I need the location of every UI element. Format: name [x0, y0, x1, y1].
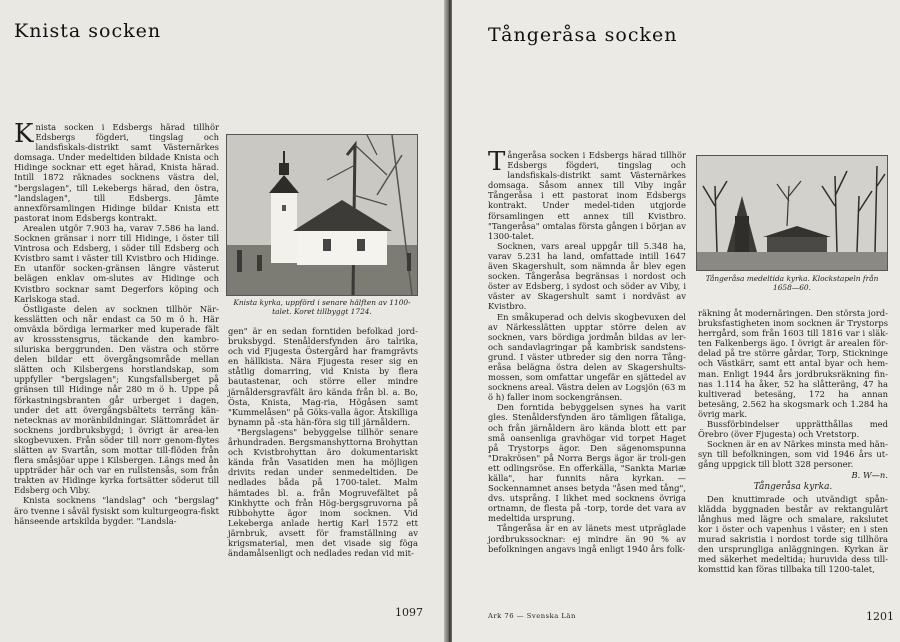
intro-paragraph: Tångeråsa socken i Edsbergs härad tillhör Edsbergs fögderi, tingslag och landsfiskals-distrikt samt Västernärkes domsaga. Såsom annex till Viby ingår Tångeråsa i ett pastorat inom Edsbergs kontrakt. Under medel-tiden utgjorde församlingen ett annex till Kvistbro. "Tangeråsa" omtalas första gången i början av 1300-talet.: [488, 147, 686, 241]
paragraph: Östligaste delen av socknen tillhör När-kesslätten och når endast ca 50 m ö h. Här omväxla bördiga lermarker med kuperade fält av krossstensgrus, täckande den kambro-siluriska berggrunden. Den västra och större delen bildar ett övergångsområde mellan slätten och Kilsbergens horstlandskap, som uppfyller "bergslagen"; Kungsfallsberget på gränsen till Hidinge når 280 m ö h. Uppe på förkastningsbranten går urberget i dagen, under det att övergångsbältets terräng kän-netecknas av moränbildningar. Slättområdet är socknens jordbruksbygd; i övrigt är area-len skogbevuxen. Från söder till norr genom-flytes slätten av Svartån, som mottar till-flöden från flera småsjöar uppe i Kilsbergen. Längs med ån uppträder här och var en rullstensås, som från trakten av Hidinge kyrka fortsätter söderut till Edsberg och Viby.: [14, 303, 219, 496]
page-title: Knista socken: [14, 20, 162, 42]
paragraph: Arealen utgör 7.903 ha, varav 7.586 ha land. Socknen gränsar i norr till Hidinge, i öster till Vintrosa och Edsberg, i söder till Edsberg och Kvistbro samt i väster till Kvistbro och Hidinge. En utanför socken-gränsen längre västerut belägen enklav om-slutes av Hidinge och Kvistbro socknar samt Degerfors köping och Karlskoga stad.: [14, 222, 219, 304]
left-column-1: [14, 119, 219, 526]
paragraph: Bussförbindelser upprätthållas med Örebro (över Fjugesta) och Vretstorp.: [698, 419, 888, 440]
knista-church-photo: [226, 134, 418, 296]
right-column-2: [698, 308, 888, 574]
church-illustration: [227, 135, 417, 295]
drop-cap: T: [488, 147, 506, 177]
right-page: [452, 0, 900, 642]
intro-paragraph: Knista socken i Edsbergs härad tillhör Edsbergs fögderi, tingslag och landsfiskals-distrikt samt Västernärkes domsaga. Under medeltiden bildade Knista och Hidinge socknar ett eget härad, Knista härad. Intill 1872 räknades socknens västra del, "bergslagen", till Lekebergs härad, den östra, "landslagen", till Edsbergs. Jämte annexförsamlingen Hidinge bildar Knista ett pastorat inom Edsbergs kontrakt.: [14, 119, 219, 223]
section-subheading: Tångeråsa kyrka.: [753, 481, 833, 492]
right-column-1: [488, 147, 686, 554]
author-signature: B. W—n.: [851, 469, 888, 480]
paragraph: Socknen, vars areal uppgår till 5.348 ha, varav 5.231 ha land, omfattade intill 1647 även Skagershult, som nämnda år blev egen socken. Tångeråsa begränsas i nordost och öster av Edsberg, i sydost och söder av Viby, i väster av Skagershult samt i nordväst av Kvistbro.: [488, 240, 686, 312]
photo-caption: Tångeråsa medeltida kyrka. Klockstapeln från 1658—60.: [705, 274, 879, 292]
tangerasa-church-photo: [696, 155, 888, 271]
paragraph: Den knuttimrade och utvändigt spån-klädda byggnaden består av rektangulärt långhus med lägre och smalare, rakslutet kor i öster och vapenhus i väster; en i sten murad sakristia i nordost torde sig tillhöra den ursprungliga anläggningen. Kyrkan är med säkerhet medeltida; huruvida dess till-komsttid kan föras tillbaka till 1200-talet,: [698, 493, 888, 575]
paragraph: Tångeråsa är en av länets mest utpräglade jordbrukssocknar: ej mindre än 90 % av befolkningen angavs ingå enligt 1940 års folk-: [488, 523, 686, 554]
paragraph: räkning åt modernäringen. Den största jord-bruksfastigheten inom socknen är Trystorps herrgård, som från 1603 till 1816 var i släk-ten Falkenbergs ägo. I övrigt är arealen för-delad på tre större gårdar, Torp, Stickninge och Västkärr, samt ett antal byar och hem-man. Enligt 1944 års jordbruksräkning fin-nas 1.114 ha åker, 52 ha slåtteräng, 47 ha kultiverad betesäng, 172 ha annan betesäng, 2.562 ha skogsmark och 1.284 ha övrig mark.: [698, 308, 888, 419]
page-number: 1097: [395, 606, 423, 619]
photo-caption: Knista kyrka, uppförd i senare hälften av 1100-talet. Koret tillbyggt 1724.: [233, 298, 411, 316]
paragraph: "Bergslagens" bebyggelse tillhör senare århundraden. Bergsmanshyttorna Brohyttan och Kvistbrohyttan äro dokumentariskt kända från Vasatiden men ha möjligen drivits redan under senmedeltiden. De nedlades båda på 1700-talet. Malm hämtades bl. a. från Mogruvefältet på Kinkhytte och från Hög-bergsgruvorna på Ribbohytte ägor inom socknen. Vid Lekeberga anlade hertig Karl 1572 ett järnbruk, avsett för framställning av krigsmaterial, men det visade sig föga ändamålsenligt och nedlades redan vid mit-: [228, 426, 418, 559]
church-illustration: [697, 156, 887, 270]
paragraph: Socknen är en av Närkes minsta med hän-syn till befolkningen, som vid 1946 års ut-gång uppgick till blott 328 personer.: [698, 439, 888, 470]
paragraph: Knista socknens "landslag" och "bergslag" äro tvenne i såväl fysiskt som kulturgeogra-fiskt hänseende artskilda bygder. "Landsla-: [14, 495, 219, 526]
left-page: [0, 0, 447, 642]
left-column-2: [228, 326, 418, 558]
page-title: Tångeråsa socken: [488, 24, 678, 46]
paragraph: En småkuperad och delvis skogbevuxen del av Närkesslätten upptar större delen av socknen, vars bördiga jordmån bildas av ler-och sandavlagringar på kambrisk sandstens-grund. I väster utbreder sig den norra Tång-eråsa belägna östra delen av Skagershults-mossen, som omfattar ungefär en sjättedel av socknens areal. Västra delen av Logsjön (63 m ö h) faller inom sockengränsen.: [488, 311, 686, 403]
paragraph: gen" är en sedan forntiden befolkad jord-bruksbygd. Stenåldersfynden äro talrika, och vid Fjugesta Östergård har framgrävts en hällkista. Nära Fjugesta reser sig en ståtlig domarring, vid Knista by flera bautastenar, och större eller mindre järnåldersgravfält äro kända från bl. a. Bo, Östa, Knista, Mag-ria, Högåsen samt "Kummelåsen" på Göks-valla ägor. Åtskilliga bynamn på -sta hän-föra sig till järnåldern.: [228, 326, 418, 427]
page-footer: Ark 76 — Svenska Län: [488, 612, 576, 620]
paragraph: Den forntida bebyggelsen synes ha varit gles. Stenåldersfynden äro tämligen fåtaliga, och från järnåldern äro kända blott ett par små oansenliga gravhögar vid torpet Haget på Trystorps ägor. Den sägenomspunna "Drakrösen" på Norra Bergs ägor är troli-gen ett odlingsröse. En offerkälla, "Sankta Mariæ källa", har funnits nära kyrkan. — Sockennamnet anses betyda "åsen med tång", dvs. utsprång. I likhet med socknens övriga ortnamn, de flesta på -torp, torde det vara av medeltida ursprung.: [488, 402, 686, 524]
drop-cap: K: [14, 119, 34, 149]
page-number: 1201: [866, 610, 894, 623]
